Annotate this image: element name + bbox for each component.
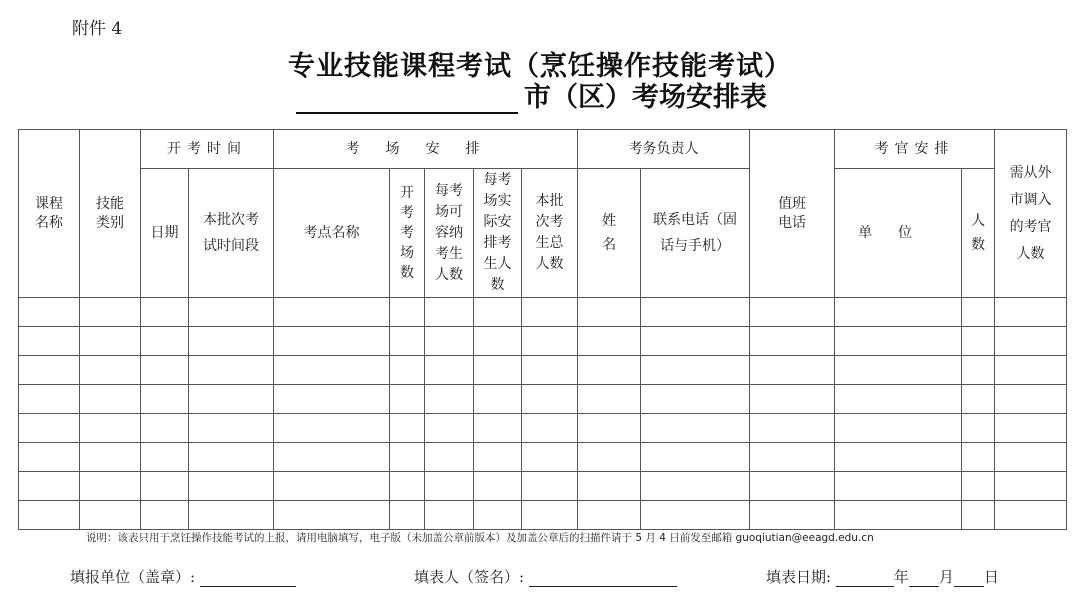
table-cell[interactable] xyxy=(425,327,474,356)
header-exam-time: 开考时间 xyxy=(141,130,274,169)
table-cell[interactable] xyxy=(80,385,141,414)
footer-unit-label: 填报单位（盖章）: xyxy=(70,568,196,586)
table-cell[interactable] xyxy=(274,385,390,414)
header-skill-type: 技能类别 xyxy=(80,130,141,298)
table-cell[interactable] xyxy=(522,385,578,414)
table-cell[interactable] xyxy=(835,356,962,385)
table-cell[interactable] xyxy=(425,298,474,327)
table-cell[interactable] xyxy=(962,298,995,327)
table-cell[interactable] xyxy=(835,327,962,356)
header-venue-name: 考点名称 xyxy=(274,169,390,298)
header-row-1 xyxy=(19,130,1067,169)
table-cell[interactable] xyxy=(80,472,141,501)
table-cell[interactable] xyxy=(390,298,425,327)
table-cell[interactable] xyxy=(578,327,641,356)
table-cell[interactable] xyxy=(522,298,578,327)
table-cell[interactable] xyxy=(962,472,995,501)
table-cell[interactable] xyxy=(995,385,1067,414)
table-cell[interactable] xyxy=(835,472,962,501)
table-cell[interactable] xyxy=(141,356,189,385)
table-cell[interactable] xyxy=(995,443,1067,472)
table-cell[interactable] xyxy=(390,501,425,530)
table-cell[interactable] xyxy=(425,501,474,530)
table-cell[interactable] xyxy=(189,298,274,327)
table-cell[interactable] xyxy=(750,414,835,443)
table-cell[interactable] xyxy=(474,385,522,414)
table-cell[interactable] xyxy=(274,501,390,530)
table-cell[interactable] xyxy=(474,501,522,530)
header-room-count: 开考考场数 xyxy=(390,169,425,298)
table-cell[interactable] xyxy=(835,443,962,472)
table-cell[interactable] xyxy=(835,385,962,414)
table-cell[interactable] xyxy=(80,443,141,472)
table-cell[interactable] xyxy=(274,356,390,385)
table-cell[interactable] xyxy=(750,356,835,385)
table-cell[interactable] xyxy=(474,414,522,443)
table-cell[interactable] xyxy=(274,327,390,356)
table-cell[interactable] xyxy=(578,385,641,414)
header-row-2 xyxy=(19,169,1067,298)
subtitle-text: 市（区）考场安排表 xyxy=(524,82,767,113)
table-cell[interactable] xyxy=(474,327,522,356)
table-row xyxy=(19,501,1067,530)
table-cell[interactable] xyxy=(80,414,141,443)
table-cell[interactable] xyxy=(19,472,80,501)
footer-unit xyxy=(70,566,296,587)
table-cell[interactable] xyxy=(641,501,750,530)
table-cell[interactable] xyxy=(522,327,578,356)
table-cell[interactable] xyxy=(578,298,641,327)
header-date: 日期 xyxy=(141,169,189,298)
header-duty-phone: 值班电话 xyxy=(750,130,835,298)
instruction-note: 说明：该表只用于烹饪操作技能考试的上报，请用电脑填写，电子版（未加盖公章前版本）及加盖公章后的扫描件请于 5 月 4 日前发至邮箱 guoqiutian@eeagd.edu.cn xyxy=(86,532,874,544)
footer-person-label: 填表人（签名）: xyxy=(414,568,525,586)
table-cell[interactable] xyxy=(750,472,835,501)
table-cell[interactable] xyxy=(835,298,962,327)
table-cell[interactable] xyxy=(578,414,641,443)
header-batch-time: 本批次考试时间段 xyxy=(189,169,274,298)
table-cell[interactable] xyxy=(641,472,750,501)
footer-person xyxy=(414,566,677,587)
table-cell[interactable] xyxy=(425,443,474,472)
table-cell[interactable] xyxy=(474,443,522,472)
table-cell[interactable] xyxy=(80,298,141,327)
table-cell[interactable] xyxy=(19,501,80,530)
header-external-examiners: 需从外市调入的考官人数 xyxy=(995,130,1067,298)
table-cell[interactable] xyxy=(274,443,390,472)
table-cell[interactable] xyxy=(141,414,189,443)
table-cell[interactable] xyxy=(141,472,189,501)
footer-date-label: 填表日期: xyxy=(766,568,832,586)
header-venue-arrangement: 考场安排 xyxy=(274,130,578,169)
table-cell[interactable] xyxy=(189,414,274,443)
unit-field[interactable] xyxy=(200,570,296,587)
table-cell[interactable] xyxy=(80,501,141,530)
year-field[interactable] xyxy=(836,570,894,587)
table-cell[interactable] xyxy=(80,327,141,356)
page-title: 专业技能课程考试（烹饪操作技能考试） xyxy=(288,51,792,82)
month-label: 月 xyxy=(938,568,954,586)
attachment-label: 附件 4 xyxy=(72,19,123,39)
table-cell[interactable] xyxy=(578,443,641,472)
table-cell[interactable] xyxy=(995,414,1067,443)
table-cell[interactable] xyxy=(19,327,80,356)
footer-date xyxy=(766,566,999,587)
table-cell[interactable] xyxy=(474,472,522,501)
arrangement-table xyxy=(18,129,1067,530)
person-field[interactable] xyxy=(529,570,677,587)
table-cell[interactable] xyxy=(835,501,962,530)
table-cell[interactable] xyxy=(425,385,474,414)
day-label: 日 xyxy=(983,568,999,586)
table-cell[interactable] xyxy=(390,327,425,356)
table-cell[interactable] xyxy=(141,327,189,356)
table-cell[interactable] xyxy=(995,501,1067,530)
table-cell[interactable] xyxy=(390,356,425,385)
table-cell[interactable] xyxy=(189,501,274,530)
city-blank[interactable] xyxy=(296,82,518,114)
table-cell[interactable] xyxy=(274,472,390,501)
table-row xyxy=(19,298,1067,327)
table-cell[interactable] xyxy=(474,356,522,385)
table-cell[interactable] xyxy=(750,327,835,356)
table-cell[interactable] xyxy=(962,501,995,530)
table-cell[interactable] xyxy=(19,298,80,327)
table-cell[interactable] xyxy=(522,443,578,472)
table-cell[interactable] xyxy=(189,472,274,501)
table-cell[interactable] xyxy=(641,327,750,356)
table-cell[interactable] xyxy=(19,385,80,414)
table-cell[interactable] xyxy=(641,414,750,443)
header-unit: 单位 xyxy=(835,169,962,298)
table-cell[interactable] xyxy=(390,414,425,443)
table-cell[interactable] xyxy=(835,414,962,443)
table-cell[interactable] xyxy=(390,472,425,501)
table-cell[interactable] xyxy=(995,327,1067,356)
header-officer-name: 姓名 xyxy=(578,169,641,298)
table-cell[interactable] xyxy=(750,298,835,327)
table-cell[interactable] xyxy=(80,356,141,385)
table-cell[interactable] xyxy=(995,298,1067,327)
year-label: 年 xyxy=(893,568,909,586)
table-cell[interactable] xyxy=(189,327,274,356)
table-cell[interactable] xyxy=(522,414,578,443)
table-cell[interactable] xyxy=(962,385,995,414)
day-field[interactable] xyxy=(954,570,984,587)
table-cell[interactable] xyxy=(425,356,474,385)
table-row xyxy=(19,356,1067,385)
table-cell[interactable] xyxy=(390,385,425,414)
table-cell[interactable] xyxy=(19,356,80,385)
table-cell[interactable] xyxy=(141,443,189,472)
table-body xyxy=(19,298,1067,530)
table-cell[interactable] xyxy=(750,385,835,414)
table-cell[interactable] xyxy=(962,356,995,385)
table-cell[interactable] xyxy=(962,414,995,443)
table-row xyxy=(19,443,1067,472)
header-exam-officer: 考务负责人 xyxy=(578,130,750,169)
table-cell[interactable] xyxy=(995,356,1067,385)
table-cell[interactable] xyxy=(995,472,1067,501)
table-cell[interactable] xyxy=(141,298,189,327)
table-cell[interactable] xyxy=(274,414,390,443)
month-field[interactable] xyxy=(909,570,939,587)
table-cell[interactable] xyxy=(750,443,835,472)
table-cell[interactable] xyxy=(425,414,474,443)
header-examiner-arrangement: 考官安排 xyxy=(835,130,995,169)
table-cell[interactable] xyxy=(578,472,641,501)
table-cell[interactable] xyxy=(141,501,189,530)
table-cell[interactable] xyxy=(641,356,750,385)
header-capacity: 每考场可容纳考生人数 xyxy=(425,169,474,298)
table-row xyxy=(19,472,1067,501)
table-cell[interactable] xyxy=(141,385,189,414)
header-batch-total: 本批次考生总人数 xyxy=(522,169,578,298)
table-cell[interactable] xyxy=(578,356,641,385)
page-subtitle xyxy=(296,80,767,114)
table-cell[interactable] xyxy=(274,298,390,327)
table-cell[interactable] xyxy=(641,443,750,472)
table-cell[interactable] xyxy=(522,501,578,530)
table-row xyxy=(19,327,1067,356)
header-contact-phone: 联系电话（固话与手机） xyxy=(641,169,750,298)
table-cell[interactable] xyxy=(641,298,750,327)
header-count: 人数 xyxy=(962,169,995,298)
table-cell[interactable] xyxy=(425,472,474,501)
table-cell[interactable] xyxy=(390,443,425,472)
table-cell[interactable] xyxy=(189,356,274,385)
table-cell[interactable] xyxy=(19,414,80,443)
table-cell[interactable] xyxy=(189,443,274,472)
table-cell[interactable] xyxy=(578,501,641,530)
header-course-name: 课程名称 xyxy=(19,130,80,298)
table-cell[interactable] xyxy=(962,327,995,356)
table-cell[interactable] xyxy=(962,443,995,472)
table-row xyxy=(19,414,1067,443)
table-cell[interactable] xyxy=(522,356,578,385)
table-cell[interactable] xyxy=(19,443,80,472)
table-row xyxy=(19,385,1067,414)
table-cell[interactable] xyxy=(474,298,522,327)
table-cell[interactable] xyxy=(522,472,578,501)
table-cell[interactable] xyxy=(641,385,750,414)
table-cell[interactable] xyxy=(750,501,835,530)
header-actual: 每考场实际安排考生人数 xyxy=(474,169,522,298)
table-cell[interactable] xyxy=(189,385,274,414)
